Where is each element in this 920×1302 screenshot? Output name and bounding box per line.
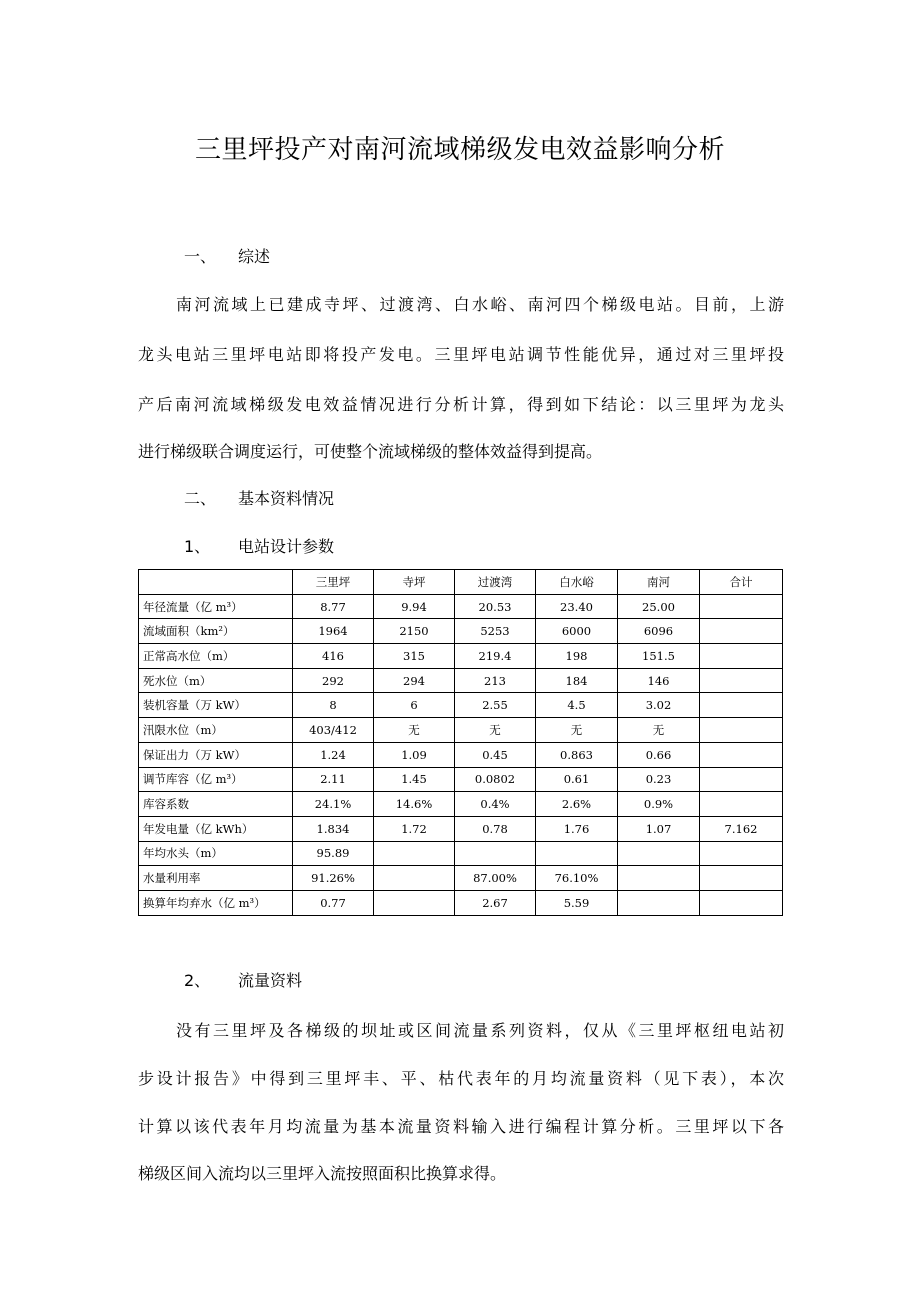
- table-cell: 292: [293, 668, 374, 693]
- table-cell: 0.863: [536, 742, 618, 767]
- paragraph-line: 进行梯级联合调度运行，可使整个流域梯级的整体效益得到提高。: [138, 442, 603, 461]
- table-cell: 8.77: [293, 594, 374, 619]
- table-cell: [374, 866, 455, 891]
- table-cell: 403/412: [293, 718, 374, 743]
- table-cell: 1.45: [374, 767, 455, 792]
- table-cell: 198: [536, 644, 618, 669]
- table-cell: [700, 841, 783, 866]
- table-cell: 1.07: [618, 816, 700, 841]
- subsection-2-number: 2、: [184, 971, 211, 990]
- table-cell: 1964: [293, 619, 374, 644]
- table-cell: 4.5: [536, 693, 618, 718]
- table-row-label: 正常高水位（m）: [139, 644, 293, 669]
- table-header-cell: 过渡湾: [455, 570, 536, 595]
- table-cell: 0.23: [618, 767, 700, 792]
- table-cell: 5.59: [536, 890, 618, 915]
- table-cell: 1.09: [374, 742, 455, 767]
- table-header-cell: [139, 570, 293, 595]
- table-cell: 无: [455, 718, 536, 743]
- table-header-row: [139, 570, 783, 595]
- table-cell: 91.26%: [293, 866, 374, 891]
- table-row: [139, 619, 783, 644]
- paragraph-line: 梯级区间入流均以三里坪入流按照面积比换算求得。: [138, 1164, 507, 1183]
- table-cell: 6096: [618, 619, 700, 644]
- table-cell: 8: [293, 693, 374, 718]
- table-row: [139, 841, 783, 866]
- table-cell: 87.00%: [455, 866, 536, 891]
- subsection-1-number: 1、: [184, 537, 211, 556]
- table-cell: [618, 866, 700, 891]
- table-cell: [618, 890, 700, 915]
- table-cell: [700, 693, 783, 718]
- table-row: [139, 594, 783, 619]
- table-cell: 3.02: [618, 693, 700, 718]
- table-cell: 0.78: [455, 816, 536, 841]
- table-row: [139, 644, 783, 669]
- table-cell: 294: [374, 668, 455, 693]
- table-cell: 2150: [374, 619, 455, 644]
- table-row-label: 保证出力（万 kW）: [139, 742, 293, 767]
- paragraph-line: 计算以该代表年月均流量为基本流量资料输入进行编程计算分析。三里坪以下各: [138, 1117, 784, 1136]
- subsection-1-heading: [184, 536, 335, 558]
- table-cell: 219.4: [455, 644, 536, 669]
- table-cell: 23.40: [536, 594, 618, 619]
- table-row: [139, 792, 783, 817]
- table-cell: [700, 718, 783, 743]
- table-cell: 6: [374, 693, 455, 718]
- table-cell: 146: [618, 668, 700, 693]
- table-cell: 5253: [455, 619, 536, 644]
- table-cell: 6000: [536, 619, 618, 644]
- table-row-label: 装机容量（万 kW）: [139, 693, 293, 718]
- table-row-label: 调节库容（亿 m³）: [139, 767, 293, 792]
- table-cell: 0.0802: [455, 767, 536, 792]
- section-1-heading: [184, 246, 271, 268]
- table-cell: 416: [293, 644, 374, 669]
- table-cell: 2.55: [455, 693, 536, 718]
- table-row-label: 年发电量（亿 kWh）: [139, 816, 293, 841]
- table-cell: 2.67: [455, 890, 536, 915]
- table-row-label: 年均水头（m）: [139, 841, 293, 866]
- subsection-2-heading: [184, 970, 303, 992]
- table-cell: 151.5: [618, 644, 700, 669]
- station-parameters-table: [138, 569, 783, 916]
- paragraph-line: 南河流域上已建成寺坪、过渡湾、白水峪、南河四个梯级电站。目前，上游: [176, 295, 784, 314]
- section-1-number: 一、: [184, 247, 217, 266]
- paragraph-line: 步设计报告》中得到三里坪丰、平、枯代表年的月均流量资料（见下表），本次: [138, 1069, 784, 1088]
- table-cell: [455, 841, 536, 866]
- subsection-1-title: 电站设计参数: [238, 537, 335, 556]
- table-row: [139, 890, 783, 915]
- table-cell: [700, 792, 783, 817]
- table-row: [139, 742, 783, 767]
- table-cell: 213: [455, 668, 536, 693]
- table-cell: 0.77: [293, 890, 374, 915]
- section-1-title: 综述: [238, 247, 271, 266]
- table-row: [139, 718, 783, 743]
- table-row-label: 换算年均弃水（亿 m³）: [139, 890, 293, 915]
- table-cell: [700, 866, 783, 891]
- table-cell: 0.45: [455, 742, 536, 767]
- table-cell: 184: [536, 668, 618, 693]
- table-cell: [700, 767, 783, 792]
- table-cell: 25.00: [618, 594, 700, 619]
- paragraph-line: 产后南河流域梯级发电效益情况进行分析计算，得到如下结论：以三里坪为龙头: [138, 395, 784, 414]
- table-cell: 1.834: [293, 816, 374, 841]
- table-cell: [374, 841, 455, 866]
- table-cell: [700, 594, 783, 619]
- table-cell: 20.53: [455, 594, 536, 619]
- table-cell: 315: [374, 644, 455, 669]
- section-2-title: 基本资料情况: [238, 489, 335, 508]
- section-2-heading: [184, 488, 335, 510]
- table-cell: 76.10%: [536, 866, 618, 891]
- table-cell: 95.89: [293, 841, 374, 866]
- table-row: [139, 693, 783, 718]
- table-header-cell: 南河: [618, 570, 700, 595]
- subsection-2-title: 流量资料: [238, 971, 303, 990]
- table-cell: [374, 890, 455, 915]
- table-cell: [700, 668, 783, 693]
- table-cell: [700, 644, 783, 669]
- table-cell: 9.94: [374, 594, 455, 619]
- table-row-label: 库容系数: [139, 792, 293, 817]
- table-row-label: 死水位（m）: [139, 668, 293, 693]
- table-cell: 2.11: [293, 767, 374, 792]
- paragraph-line: 龙头电站三里坪电站即将投产发电。三里坪电站调节性能优异，通过对三里坪投: [138, 345, 784, 364]
- document-title: 三里坪投产对南河流域梯级发电效益影响分析: [194, 135, 725, 165]
- table-row-label: 汛限水位（m）: [139, 718, 293, 743]
- table-cell: [700, 619, 783, 644]
- table-cell: 0.61: [536, 767, 618, 792]
- table-row-label: 流域面积（km²）: [139, 619, 293, 644]
- table-cell: 无: [374, 718, 455, 743]
- table-cell: 2.6%: [536, 792, 618, 817]
- table-cell: 0.66: [618, 742, 700, 767]
- table-cell: 1.72: [374, 816, 455, 841]
- table-cell: [700, 742, 783, 767]
- table-cell: [618, 841, 700, 866]
- table-cell: 0.4%: [455, 792, 536, 817]
- section-2-number: 二、: [184, 489, 217, 508]
- table-row: [139, 816, 783, 841]
- table-cell: 0.9%: [618, 792, 700, 817]
- table-header-cell: 白水峪: [536, 570, 618, 595]
- table-cell: [536, 841, 618, 866]
- table-cell: 14.6%: [374, 792, 455, 817]
- table-header-cell: 寺坪: [374, 570, 455, 595]
- table-row: [139, 668, 783, 693]
- table-row-label: 水量利用率: [139, 866, 293, 891]
- table-cell: [700, 890, 783, 915]
- table-header-cell: 合计: [700, 570, 783, 595]
- paragraph-line: 没有三里坪及各梯级的坝址或区间流量系列资料，仅从《三里坪枢纽电站初: [176, 1021, 784, 1040]
- table-cell: 1.76: [536, 816, 618, 841]
- table-cell: 无: [536, 718, 618, 743]
- table-cell: 无: [618, 718, 700, 743]
- table-row: [139, 866, 783, 891]
- table-cell: 7.162: [700, 816, 783, 841]
- table-cell: 24.1%: [293, 792, 374, 817]
- table-header-cell: 三里坪: [293, 570, 374, 595]
- table-row: [139, 767, 783, 792]
- table-cell: 1.24: [293, 742, 374, 767]
- table-row-label: 年径流量（亿 m³）: [139, 594, 293, 619]
